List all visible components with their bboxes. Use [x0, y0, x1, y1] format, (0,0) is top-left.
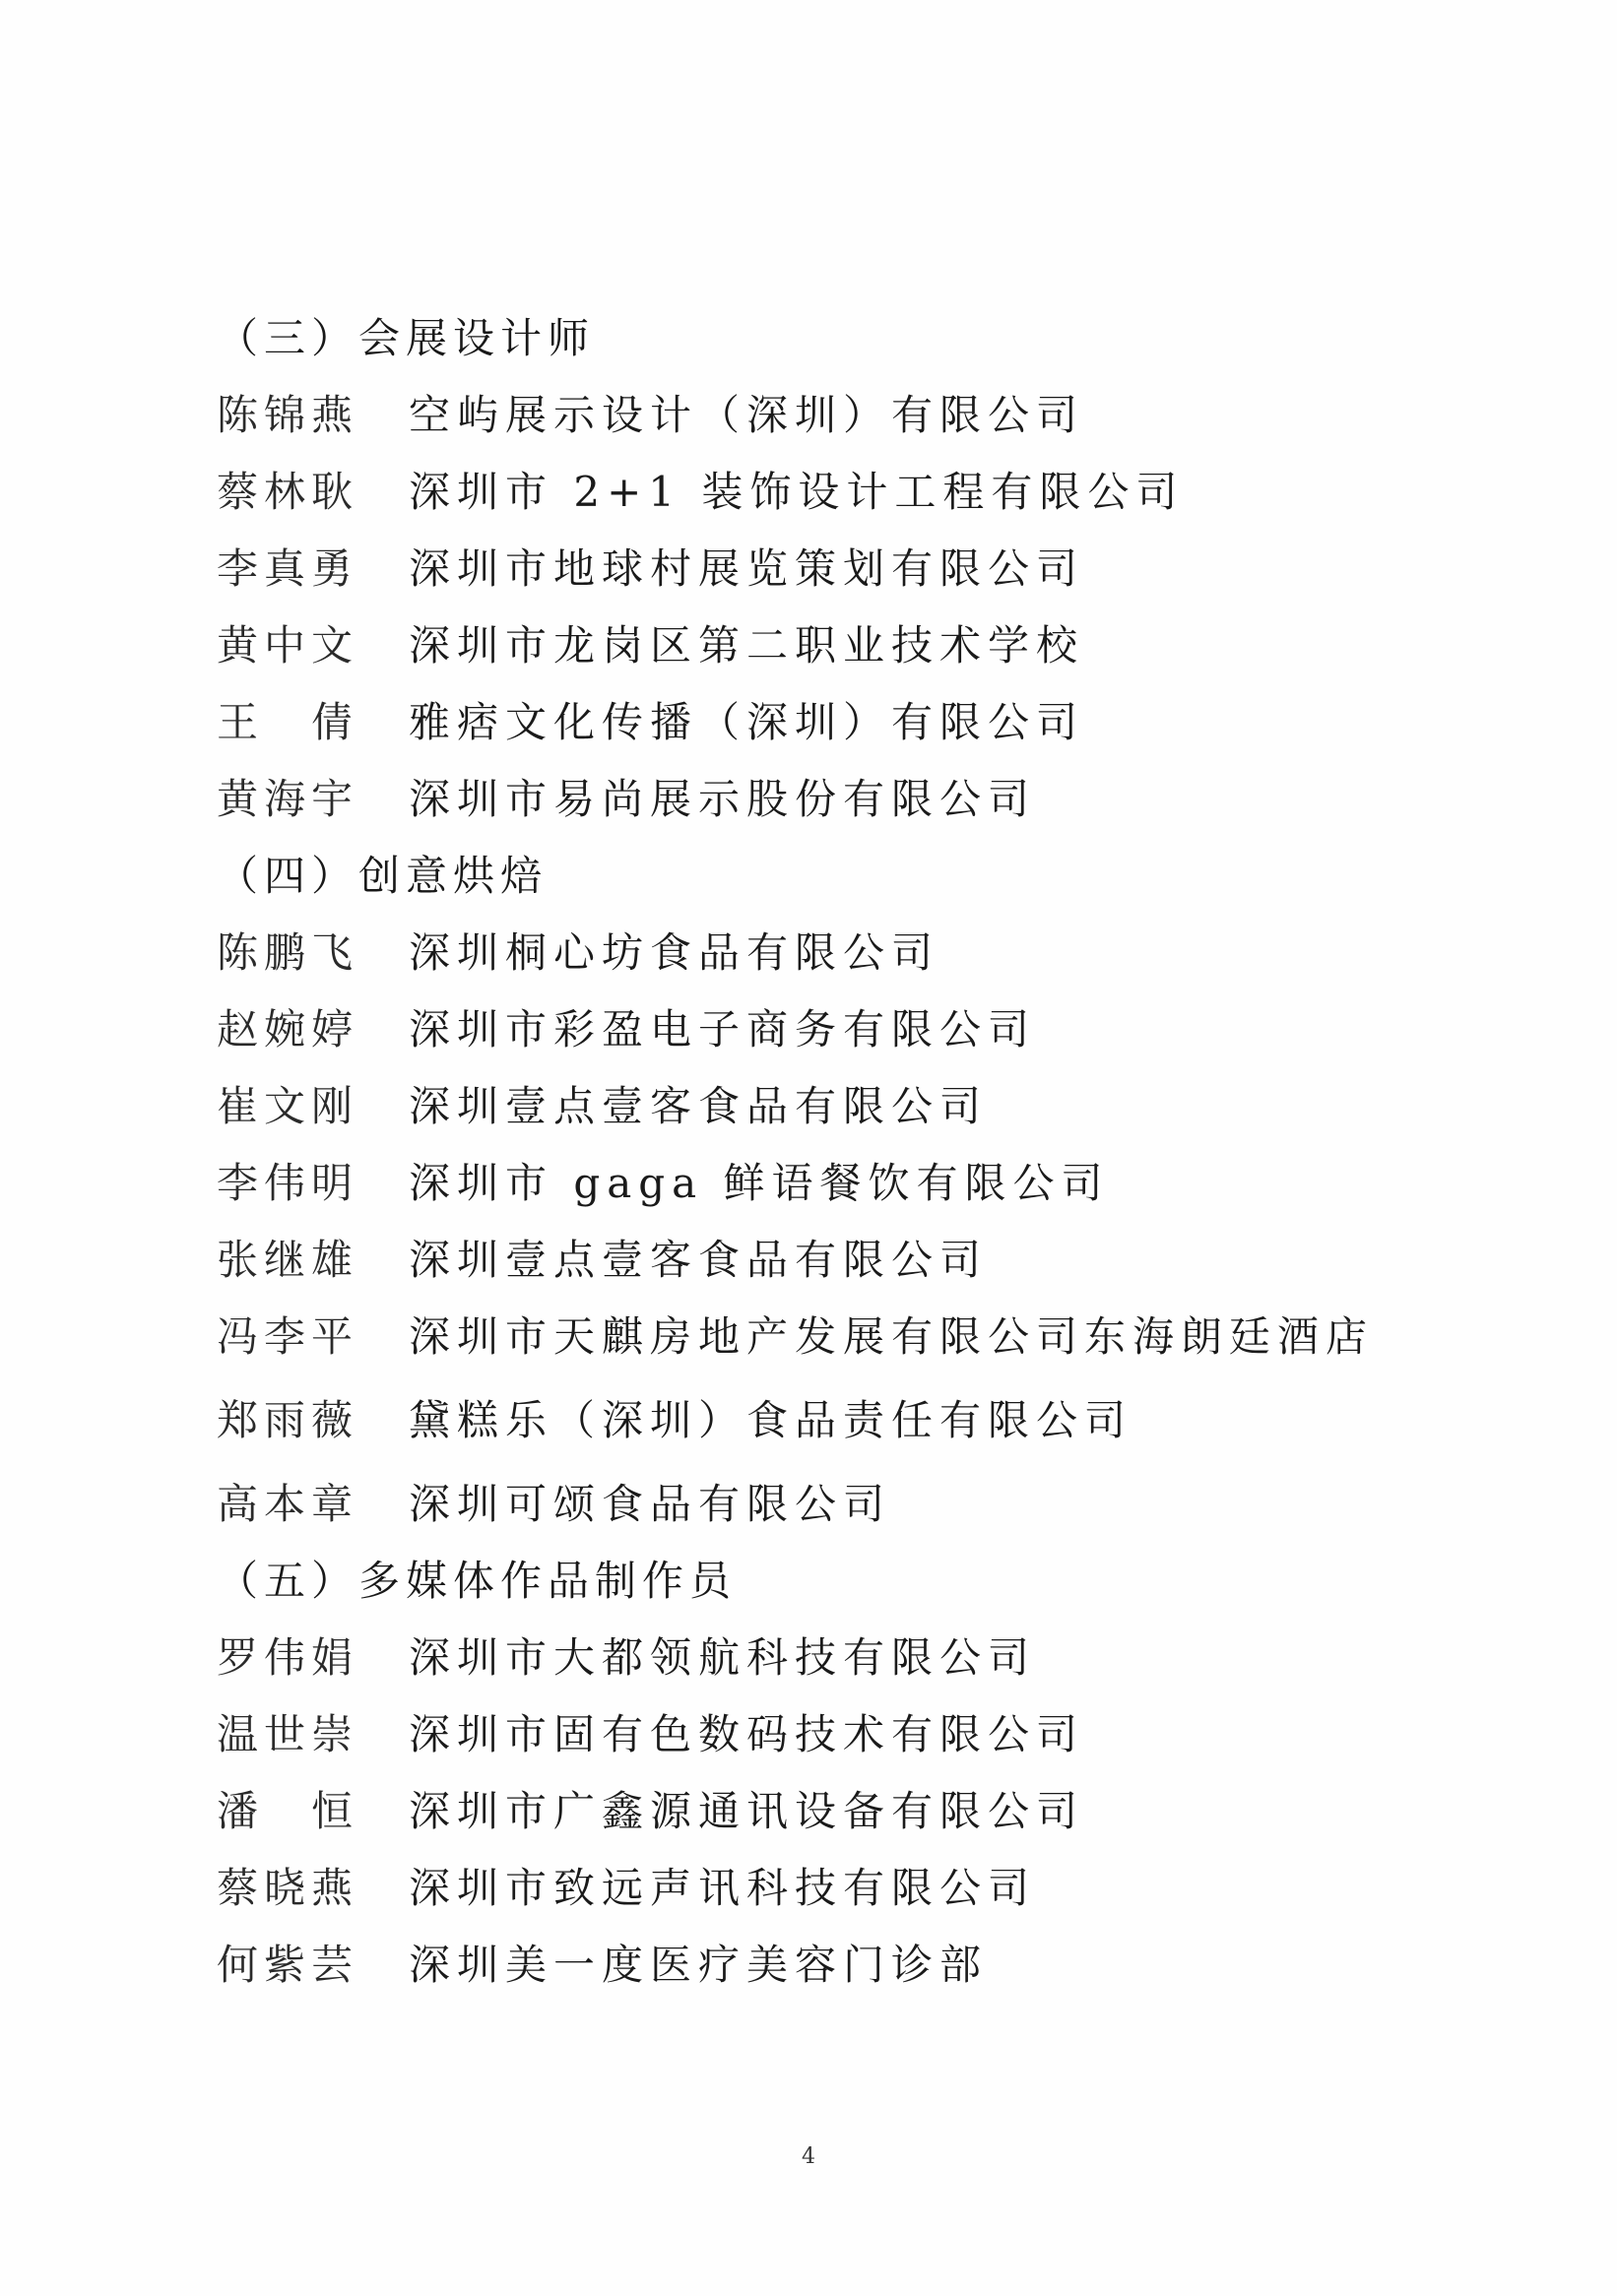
- person-name: 黄海宇: [217, 775, 359, 823]
- list-item: [217, 377, 1398, 454]
- list-item: [217, 684, 1398, 761]
- person-name: 何紫芸: [217, 1941, 359, 1989]
- list-item: [217, 1466, 1398, 1543]
- list-item: [217, 1145, 1398, 1222]
- organization-name: 深圳壹点壹客食品有限公司: [409, 1236, 989, 1284]
- list-item: [217, 1850, 1398, 1927]
- page-content: [217, 300, 1398, 2004]
- list-item: [217, 1222, 1398, 1299]
- person-name: 蔡林耿: [217, 468, 359, 516]
- section-heading-exhibition-designer: （三）会展设计师: [217, 314, 596, 362]
- organization-name: 黛糕乐（深圳）食品责任有限公司: [409, 1396, 1133, 1444]
- organization-name: 深圳市 2+1 装饰设计工程有限公司: [409, 468, 1185, 516]
- person-name: 王 倩: [217, 698, 359, 746]
- person-name: 罗伟娟: [217, 1633, 359, 1682]
- list-item: [217, 991, 1398, 1068]
- person-name: 蔡晓燕: [217, 1864, 359, 1912]
- list-item: [217, 1068, 1398, 1145]
- organization-name: 深圳美一度医疗美容门诊部: [409, 1941, 989, 1989]
- person-name: 李伟明: [217, 1159, 359, 1207]
- organization-name: 雅痞文化传播（深圳）有限公司: [409, 698, 1085, 746]
- person-name: 郑雨薇: [217, 1396, 359, 1444]
- person-name: 赵婉婷: [217, 1005, 359, 1053]
- list-item: [217, 1696, 1398, 1773]
- organization-name: 深圳可颂食品有限公司: [409, 1480, 892, 1528]
- list-item: [217, 531, 1398, 607]
- list-item: [217, 1375, 1398, 1466]
- list-item: [217, 454, 1398, 531]
- organization-name: 深圳市天麒房地产发展有限公司东海朗廷酒店: [409, 1312, 1375, 1361]
- organization-name: 深圳桐心坊食品有限公司: [409, 928, 940, 977]
- person-name: 张继雄: [217, 1236, 359, 1284]
- person-name: 潘 恒: [217, 1787, 359, 1835]
- list-item: [217, 1620, 1398, 1696]
- organization-name: 深圳市固有色数码技术有限公司: [409, 1710, 1085, 1758]
- person-name: 陈鹏飞: [217, 928, 359, 977]
- organization-name: 空屿展示设计（深圳）有限公司: [409, 391, 1085, 439]
- organization-name: 深圳市致远声讯科技有限公司: [409, 1864, 1037, 1912]
- organization-name: 深圳市 gaga 鲜语餐饮有限公司: [409, 1159, 1110, 1207]
- organization-name: 深圳市广鑫源通讯设备有限公司: [409, 1787, 1085, 1835]
- person-name: 温世崇: [217, 1710, 359, 1758]
- organization-name: 深圳市易尚展示股份有限公司: [409, 775, 1037, 823]
- list-item: [217, 607, 1398, 684]
- section-heading-multimedia-producer: （五）多媒体作品制作员: [217, 1557, 738, 1605]
- list-item: [217, 1299, 1398, 1375]
- person-name: 崔文刚: [217, 1082, 359, 1130]
- organization-name: 深圳市彩盈电子商务有限公司: [409, 1005, 1037, 1053]
- organization-name: 深圳市地球村展览策划有限公司: [409, 544, 1085, 593]
- person-name: 陈锦燕: [217, 391, 359, 439]
- list-item: [217, 761, 1398, 838]
- person-name: 冯李平: [217, 1312, 359, 1361]
- organization-name: 深圳市龙岗区第二职业技术学校: [409, 621, 1085, 670]
- person-name: 黄中文: [217, 621, 359, 670]
- list-item: [217, 1927, 1398, 2004]
- organization-name: 深圳市大都领航科技有限公司: [409, 1633, 1037, 1682]
- person-name: 高本章: [217, 1480, 359, 1528]
- organization-name: 深圳壹点壹客食品有限公司: [409, 1082, 989, 1130]
- person-name: 李真勇: [217, 544, 359, 593]
- page-number: 4: [802, 2144, 815, 2169]
- list-item: [217, 1773, 1398, 1850]
- list-item: [217, 915, 1398, 991]
- section-heading-creative-baking: （四）创意烘焙: [217, 852, 549, 900]
